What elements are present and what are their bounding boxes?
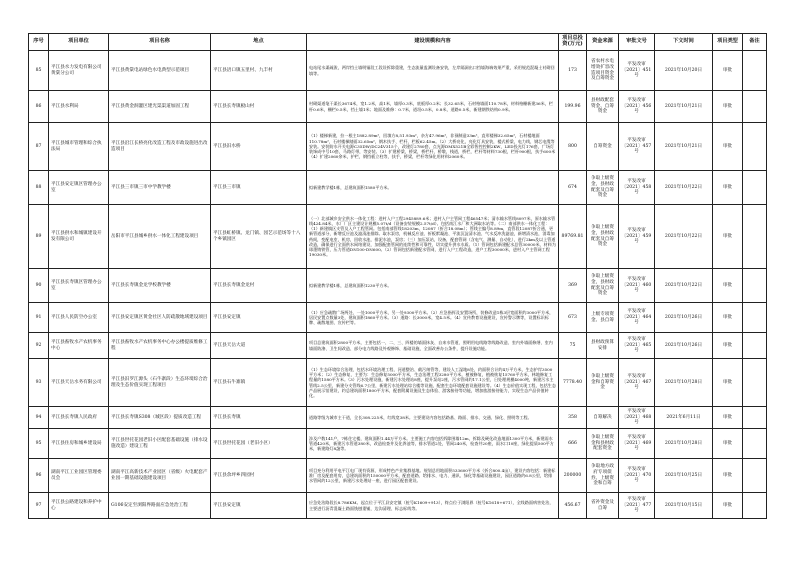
cell-invest: 199.96 (559, 91, 587, 123)
cell-place: 平江县长寿镇板山村 (211, 91, 307, 123)
cell-note (743, 51, 767, 91)
cell-unit: 平江县水利局 (49, 91, 109, 123)
cell-date: 2021年10月26日 (655, 333, 713, 359)
cell-doc: 平发改审〔2021〕457号 (619, 123, 655, 171)
cell-invest: 673 (559, 303, 587, 333)
cell-date: 2021年10月25日 (655, 459, 713, 493)
cell-desc: 项目总建筑面积2800平方米，主要包括一、二、三、四楼的墙面抹灰、自来水管道、照明用电线路等线路改造、室内外墙面修缮、室内墙面防渗、卫生间改造、部分电力线路及外观修饰、基础设施，全面改善办公条件，提升设施功能。 (307, 333, 559, 359)
cell-type: 审批 (713, 269, 743, 303)
cell-type: 审批 (713, 91, 743, 123)
cell-place: 平江县石牛寨镇 (211, 359, 307, 407)
cell-fund: 自筹解决 (587, 407, 619, 429)
cell-desc: 道路等级为城市主干道，全长308.225米，红线宽38米。主要建设内容包括路基、路面、排水、交通、绿化、照明等工程。 (307, 407, 559, 429)
header-cell: 地点 (211, 34, 307, 51)
cell-place: 平江县长寿镇 (211, 407, 307, 429)
cell-note (743, 493, 767, 519)
project-approval-table (28, 33, 767, 519)
cell-name: 平江县汨罗江源头（石牛寨段）生态环境综合治理及生态价值实现工程项目 (109, 359, 211, 407)
cell-date: 2021年10月22日 (655, 205, 713, 269)
cell-date: 2021年10月28日 (655, 429, 713, 459)
cell-no: 89 (29, 205, 49, 269)
cell-invest: 173 (559, 51, 587, 91)
cell-unit: 平江县公路建设和养护中心 (49, 493, 109, 519)
cell-name: G106安定至浏阳界路面应急处治工程 (109, 493, 211, 519)
cell-invest: 200000 (559, 459, 587, 493)
cell-place: 平江县三市镇 (211, 171, 307, 205)
table-row (29, 269, 767, 303)
cell-name: 平江县长寿镇S308（城区段）提质改造工程 (109, 407, 211, 429)
header-cell: 备注 (743, 34, 767, 51)
cell-type: 审批 (713, 333, 743, 359)
header-cell: 项目类型 (713, 34, 743, 51)
cell-desc: 拟新建教学楼1栋，总建筑面积1580平方米。 (307, 171, 559, 205)
cell-place: 平江县汨水桥 (211, 123, 307, 171)
cell-name: 岳阳市平江县城乡供水一体化工程建设项目 (109, 205, 211, 269)
cell-date: 2021年10月22日 (655, 269, 713, 303)
cell-doc: 平发改审〔2021〕460号 (619, 269, 655, 303)
cell-date: 2021年10月15日 (655, 493, 713, 519)
cell-unit: 平江县长寿镇区管理办公室 (49, 269, 109, 303)
cell-no: 88 (29, 171, 49, 205)
cell-name: 平江县黄棠电站绿色水电典型示范项目 (109, 51, 211, 91)
cell-fund: 争取上级资金和县财政配套资金 (587, 429, 619, 459)
cell-invest: 674 (559, 171, 587, 205)
table-row (29, 333, 767, 359)
cell-no: 93 (29, 359, 49, 407)
cell-no: 95 (29, 429, 49, 459)
cell-note (743, 205, 767, 269)
cell-fund: 争取上级资金，县财政配套及自筹资金 (587, 205, 619, 269)
cell-doc: 平发改审〔2021〕465号 (619, 333, 655, 359)
cell-type: 审批 (713, 205, 743, 269)
table-row (29, 459, 767, 493)
header-cell: 审批文号 (619, 34, 655, 51)
cell-date: 2021年10月20日 (655, 51, 713, 91)
cell-note (743, 303, 767, 333)
table-row (29, 91, 767, 123)
cell-name: 平江县安定镇区黄金社区人防疏散地域建设项目 (109, 303, 211, 333)
table-header-row (29, 34, 767, 51)
header-cell: 建设规模和内容 (307, 34, 559, 51)
cell-note (743, 459, 767, 493)
table-row (29, 429, 767, 459)
cell-note (743, 123, 767, 171)
table-row (29, 171, 767, 205)
cell-desc: 拟新建教学楼1栋，总建筑面积1230平方米。 (307, 269, 559, 303)
table-row (29, 407, 767, 429)
cell-no: 87 (29, 123, 49, 171)
cell-no: 90 (29, 269, 49, 303)
cell-desc: （1）生态环境综合治理，包括水环境治理工程、河道整治、截污纳管等，建设人工湿地8处，约面积合计约4万平方米，生态护岸3500平方米；（2）生态修复，主要为：生态修复5000平方米，生态治理工程3280平方米，植被修复，植被恢复15760平方米，林地修复工程量约1580平方米。（3）污水处理设施，新建污水处理站8座，提升泵站2座，污水管网约17.1公里，日处理规模4000吨，新建污水主管线2.5公里，新建分支管线6.7公里，新建污水处理站综合楼等设施，配套生态环境配套设施建设等。（4）生态价值实现工程，包括生态产品展示馆建设，约总建筑面积1800平方米，配套附属设施及生态体验、游客接待等功能，增加旅游接待能力，实现生态产品价值转化。 (307, 359, 559, 407)
cell-place: 平江县世托花园（老旧小区） (211, 429, 307, 459)
cell-note (743, 91, 767, 123)
cell-doc: 平发改审〔2021〕468号 (619, 407, 655, 429)
cell-invest: 369 (559, 269, 587, 303)
cell-fund: 省补资金及自筹 (587, 493, 619, 519)
cell-no: 94 (29, 407, 49, 429)
cell-unit: 平江县供水和城镇建设开发有限公司 (49, 205, 109, 269)
cell-invest: 358 (559, 407, 587, 429)
cell-desc: 电站尾水渠疏浚，两岸挡土墙明锚段工段设拆除重建，生态流量监测设备安装，左岸隔洞出口挡墙海端效果严重，采用规范混凝土衬砌回填等。 (307, 51, 559, 91)
cell-no: 91 (29, 303, 49, 333)
cell-name: 平江县世托花园老旧小区配套基础设施（排水设施改造）建设工程 (109, 429, 211, 459)
cell-unit: 平江县水力发电有限公司黄棠分公司 (49, 51, 109, 91)
cell-fund: 争取上级资金，县财政配套及自筹资金 (587, 269, 619, 303)
cell-fund: 省农村水电增效扩容改造项目资金及自筹资金 (587, 51, 619, 91)
cell-no: 85 (29, 51, 49, 91)
header-cell: 项目总投资(万元) (559, 34, 587, 51)
cell-no: 92 (29, 333, 49, 359)
header-cell: 下文时间 (655, 34, 713, 51)
cell-invest: 800 (559, 123, 587, 171)
cell-type: 审批 (713, 51, 743, 91)
cell-fund: 争取上级资金，县财政配套及自筹资金 (587, 171, 619, 205)
cell-invest: 75 (559, 333, 587, 359)
table-row (29, 51, 767, 91)
cell-name: 平江县长寿镇金龙学校教学楼 (109, 269, 211, 303)
cell-name: 平江县沿江长桥亮化改造工程及市政设施进出改造项目 (109, 123, 211, 171)
cell-invest: 89769.81 (559, 205, 587, 269)
cell-type: 审批 (713, 171, 743, 205)
cell-type: 审批 (713, 429, 743, 459)
cell-fund: 自筹资金 (587, 123, 619, 171)
cell-no: 97 (29, 493, 49, 519)
cell-unit: 平江县城市管理和综合执法局 (49, 123, 109, 171)
cell-fund: 县财政配套资金、自筹资金 (587, 91, 619, 123)
cell-place: 平江县虹桥镇、龙门镇、园艺示范场等十八个乡镇园区 (211, 205, 307, 269)
table-row (29, 493, 767, 519)
cell-type: 审批 (713, 493, 743, 519)
cell-unit: 平江县安定镇区管理办公室 (49, 171, 109, 205)
cell-type: 审批 (713, 303, 743, 333)
cell-note (743, 359, 767, 407)
cell-note (743, 171, 767, 205)
cell-desc: 涉及户数141户，7栋住宅楼，建筑面积1.44万平方米。主要施工内容包括拆除围墙12m，拆除及硬化改造地面1300平方米，新建雨水管道420米，新建污水管道380米，改造检查井及化粪池等，排水管道2处，管网240米，检查井20座，雨水口10座，绿化提质500平方米，新建路灯8盏等。 (307, 429, 559, 459)
cell-note (743, 333, 767, 359)
header-cell: 项目单位 (49, 34, 109, 51)
cell-type: 审批 (713, 359, 743, 407)
approval-table-sheet (28, 33, 766, 519)
cell-date: 2021年10月21日 (655, 91, 713, 123)
cell-fund: 争取地方政府专项债券、上级资金和自筹 (587, 459, 619, 493)
cell-name: 平江县黄金洞灌区建光渠渠道加固工程 (109, 91, 211, 123)
cell-place: 平江县浯口镇五里村、九丰村 (211, 51, 307, 91)
cell-name: 平江县三市镇三市中学教学楼 (109, 171, 211, 205)
cell-date: 2021年6月11日 (655, 407, 713, 429)
cell-place: 平江县天岳大道 (211, 333, 307, 359)
cell-date: 2021年10月21日 (655, 123, 713, 171)
cell-fund: 县财政预算安排 (587, 333, 619, 359)
cell-doc: 平发改审〔2021〕456号 (619, 91, 655, 123)
header-cell: 序号 (29, 34, 49, 51)
cell-doc: 平发改审〔2021〕451号 (619, 51, 655, 91)
table-row (29, 205, 767, 269)
header-cell: 项目名称 (109, 34, 211, 51)
cell-no: 86 (29, 91, 49, 123)
cell-desc: 应急处治路段长8.786KM。起点位于平江县安定镇（桩号K1609+913），终点位于浏阳界（桩号K1618+671），全线路面病害处治，主要进行沥青混凝土路面铣刨重铺，边沟清理、标志标线等。 (307, 493, 559, 519)
cell-date: 2021年10月26日 (655, 303, 713, 333)
cell-desc: （一）北部城乡安全供水一体化工程：进村入户工程2945889.6米；进村入户主管网工程46547米；清水输水管线8097米，原水输水管线424.84米，水厂厂区主建设计规模5.07t/d（设备安装规模2.57t/d）。包括南江水厂和大洲取水站等。（二）南部供水一体化工程：（1）新建镇区支管及入户工程管网。包括南部管线18203m，12087（折合18.08m）；管线主编号8.89m，直管段12087折合通，更新管道部分，新增反应池及滤清池排除。取水泵房，机械反应池、折板絮凝池、平流沉淀清水池、气水反冲洗滤池，新增清水池，消毒加药间，变配电室，机房，回收水池，排泥水池，泵房；（三）加压泵站，设备，配套管网（含电气、测量、自动化），进行2km及以上管道改造，确保进行全面供水网络建设，加强配套管网的连续性和可靠性，切实提升供水水质。（1）管网包括新建配水总管30000米，材料为球墨铸铁管，压力管道DN100-DN600。（2）管网包括新建配水管网，进行入户工程改造，进户工程30000米，进村入户主管网工程19030米。 (307, 205, 559, 269)
cell-fund: 争取上级资金和自筹资金 (587, 359, 619, 407)
cell-place: 平江县安定镇 (211, 493, 307, 519)
cell-type: 审批 (713, 407, 743, 429)
cell-doc: 平发改审〔2021〕458号 (619, 171, 655, 205)
cell-place: 平江县余坪乡四园村 (211, 459, 307, 493)
cell-unit: 平江县长寿镇人民政府 (49, 407, 109, 429)
cell-name: 湖南平江高新技术产业园区（省级）火电配套产业园一期基础设施建设项目 (109, 459, 211, 493)
cell-desc: 村砌渠道笔干渠长3674米，宽1.2米，高1米，墙厚0.3米，底板厚0.2米；长32.65米，石材格墙面110.78米，材料格栅新建36米，栏杆0.6米，栅栏0.5米，挡土墙1米；地面及维修：0.7米，道坦0.5米，0.8米，道路0.5米，新建钢铁结构0.9米。 (307, 91, 559, 123)
table-row (29, 303, 767, 333)
cell-invest: 666 (559, 429, 587, 459)
cell-type: 审批 (713, 459, 743, 493)
cell-unit: 湖南平江工业园区管理委员会 (49, 459, 109, 493)
cell-desc: 项目充分利用平电平江电厂现有资源，形成特色产业集群基地。规划总用地面积533600平方米（折合800.4亩），建设内容包括：新建标准厂房及配套用房，总建筑面积约150000平方米，配套道路、给排水、电力、通讯、绿化等基础设施建设，园区道路约6.8公里，给排水管网约12公里，新建污水处理站一座，进行园区配套建设。 (307, 459, 559, 493)
cell-doc: 平发改审〔2021〕464号 (619, 303, 655, 333)
cell-doc: 平发改审〔2021〕470号 (619, 459, 655, 493)
cell-doc: 平发改审〔2021〕469号 (619, 429, 655, 459)
cell-fund: 上级专项资金、县自筹 (587, 303, 619, 333)
cell-note (743, 269, 767, 303)
cell-name: 平江县畜牧水产农机事务中心办公楼提质维修工程 (109, 333, 211, 359)
cell-unit: 平江县天岳水务有限公司 (49, 359, 109, 407)
cell-invest: 7778.40 (559, 359, 587, 407)
cell-invest: 456.67 (559, 493, 587, 519)
table-row (29, 123, 767, 171)
cell-date: 2021年10月22日 (655, 171, 713, 205)
cell-note (743, 407, 767, 429)
header-cell: 资金来源 (587, 34, 619, 51)
table-row (29, 359, 767, 407)
cell-doc: 平发改审〔2021〕459号 (619, 205, 655, 269)
cell-place: 平江县安定镇 (211, 303, 307, 333)
cell-note (743, 429, 767, 459)
cell-unit: 平江县住房和城乡建设局 (49, 429, 109, 459)
cell-doc: 平发改审〔2021〕477号 (619, 493, 655, 519)
cell-unit: 平江县人民防空办公室 (49, 303, 109, 333)
cell-doc: 平发改审〔2021〕467号 (619, 359, 655, 407)
cell-type: 审批 (713, 123, 743, 171)
cell-date: 2021年10月28日 (655, 359, 713, 407)
cell-no: 96 (29, 459, 49, 493)
cell-place: 平江县长寿镇金龙村 (211, 269, 307, 303)
cell-unit: 平江县畜牧水产农机事务中心 (49, 333, 109, 359)
cell-desc: （1）楼梯新建，拉一根主1882.89m²，回填方8,51.93m²，杂方47.96m²，非预制造33m²，直形楼梯32.65m²，石材楼地面110.78m²，石材楼梯踏面32.65m²，钢木扶手、栏杆，栏板62.45m。（2）大桥亮化，亮化灯具安装，楼式桥梁，电力线，钢芯电缆等安装。安装防水开关电源C35DW/DC24V315个，改建灯2780套，点光源DMX521B全彩智控控制2KW，LED投光灯176套，广场灯装饰成中号10套，马路灯带，等安装。（3）扩建桥梁，桥梁，桥栏杆，桥墩，栈道，桥栏，栏杆等材料730根，栏杆900根，扶手600米（4）扩建2060余米，护栏，钢挡板立柱等，扶手，桥梁，栏杆等绿化用材料2060米。 (307, 123, 559, 171)
cell-desc: （1）应急疏散广场两处，一处1000平方米，另一处9300平方米。（2）应急指挥及安置场所，装修改造1栋3层宽面积约3000平方米，居民安置点数量3处，建筑面积1860平方米。（3）道路：长3000米，宽4.5米。（4）宣传教育设施建设，宣传警示牌等，设置标识标牌、疏散地图、宣传栏等。 (307, 303, 559, 333)
